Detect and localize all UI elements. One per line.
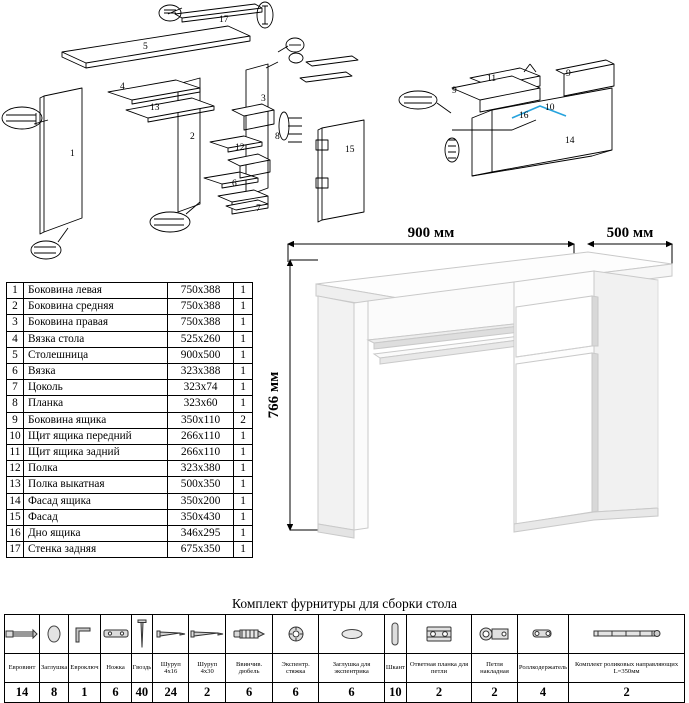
- part-no: 6: [7, 364, 24, 380]
- height-dimension-label: 766 мм: [266, 371, 282, 419]
- callout-5: 5: [143, 42, 148, 52]
- part-name: Боковина ящика: [23, 412, 167, 428]
- part-qty: 1: [234, 493, 253, 509]
- callout-8: 8: [275, 132, 280, 142]
- kit-icon-row: [5, 615, 685, 654]
- table-row: [7, 283, 253, 299]
- eccentric-tie-icon: [273, 615, 319, 654]
- part-size: 346x295: [167, 526, 233, 542]
- part-no: 4: [7, 331, 24, 347]
- part-qty: 1: [234, 315, 253, 331]
- part-qty: 1: [234, 396, 253, 412]
- part-size: 350x430: [167, 509, 233, 525]
- part-name: Планка: [23, 396, 167, 412]
- part-name: Цоколь: [23, 380, 167, 396]
- callout-9b: 9: [452, 86, 457, 96]
- part-no: 2: [7, 299, 24, 315]
- part-size: 323x388: [167, 364, 233, 380]
- part-no: 5: [7, 347, 24, 363]
- part-size: 675x350: [167, 542, 233, 558]
- kit-count: 2: [472, 683, 518, 703]
- kit-count: 14: [5, 683, 40, 703]
- callout-17: 17: [219, 15, 229, 25]
- part-name: Дно ящика: [23, 526, 167, 542]
- table-row: [7, 461, 253, 477]
- kit-count: 6: [100, 683, 131, 703]
- part-qty: 1: [234, 331, 253, 347]
- callout-10: 10: [545, 103, 555, 113]
- part-qty: 2: [234, 412, 253, 428]
- kit-count: 2: [189, 683, 226, 703]
- part-size: 323x74: [167, 380, 233, 396]
- callout-2: 2: [190, 132, 195, 142]
- kit-count: 6: [273, 683, 319, 703]
- table-row: [7, 526, 253, 542]
- cap-icon: [40, 615, 69, 654]
- euro-screw-icon: [5, 615, 40, 654]
- part-name: Фасад: [23, 509, 167, 525]
- part-name: Стенка задняя: [23, 542, 167, 558]
- kit-label: Ввинчив. дюбель: [226, 654, 273, 683]
- part-qty: 1: [234, 461, 253, 477]
- part-qty: 1: [234, 477, 253, 493]
- kit-label: Комплект роликовых направляющих L=350мм: [569, 654, 685, 683]
- part-name: Вязка стола: [23, 331, 167, 347]
- table-row: [7, 364, 253, 380]
- kit-label: Заглушка для экспентрика: [319, 654, 385, 683]
- part-qty: 1: [234, 283, 253, 299]
- part-no: 8: [7, 396, 24, 412]
- callout-13: 13: [150, 103, 160, 113]
- hinge-plate-icon: [406, 615, 471, 654]
- parts-table-body: [7, 283, 253, 558]
- callout-12: 12: [235, 143, 245, 153]
- depth-dimension-label: 500 мм: [606, 225, 654, 241]
- part-name: Полка выкатная: [23, 477, 167, 493]
- table-row: [7, 542, 253, 558]
- part-name: Вязка: [23, 364, 167, 380]
- part-no: 14: [7, 493, 24, 509]
- part-size: 750x388: [167, 299, 233, 315]
- table-row: [7, 299, 253, 315]
- kit-count: 4: [517, 683, 568, 703]
- callout-16: 16: [519, 111, 529, 121]
- part-size: 900x500: [167, 347, 233, 363]
- kit-count: 2: [569, 683, 685, 703]
- part-no: 11: [7, 445, 24, 461]
- kit-label: Заглушка: [40, 654, 69, 683]
- part-size: 350x110: [167, 412, 233, 428]
- nail-icon: [131, 615, 153, 654]
- part-no: 3: [7, 315, 24, 331]
- kit-label: Петля накладная: [472, 654, 518, 683]
- roller-rails-icon: [569, 615, 685, 654]
- kit-count: 2: [406, 683, 471, 703]
- part-name: Щит ящика задний: [23, 445, 167, 461]
- parts-table: [6, 282, 253, 558]
- part-name: Боковина левая: [23, 283, 167, 299]
- width-dimension-label: 900 мм: [407, 225, 455, 241]
- part-size: 323x380: [167, 461, 233, 477]
- kit-label: Гвоздь: [131, 654, 153, 683]
- eccentric-cap-icon: [319, 615, 385, 654]
- screw-4x16-icon: [153, 615, 189, 654]
- kit-count: 1: [69, 683, 100, 703]
- part-no: 17: [7, 542, 24, 558]
- table-row: [7, 445, 253, 461]
- callout-15: 15: [345, 145, 355, 155]
- kit-count: 24: [153, 683, 189, 703]
- table-row: [7, 428, 253, 444]
- callout-1: 1: [70, 149, 75, 159]
- part-qty: 1: [234, 509, 253, 525]
- allen-key-icon: [69, 615, 100, 654]
- part-qty: 1: [234, 445, 253, 461]
- table-row: [7, 347, 253, 363]
- callout-14: 14: [565, 136, 575, 146]
- kit-label: Ответная планка для петли: [406, 654, 471, 683]
- callout-9: 9: [566, 69, 571, 79]
- part-name: Щит ящика передний: [23, 428, 167, 444]
- kit-label: Ножка: [100, 654, 131, 683]
- part-name: Полка: [23, 461, 167, 477]
- table-row: [7, 380, 253, 396]
- table-row: [7, 396, 253, 412]
- part-qty: 1: [234, 526, 253, 542]
- hinge-overlay-icon: [472, 615, 518, 654]
- part-qty: 1: [234, 347, 253, 363]
- part-size: 500x350: [167, 477, 233, 493]
- kit-label: Шуруп 4x30: [189, 654, 226, 683]
- part-qty: 1: [234, 364, 253, 380]
- part-size: 266x110: [167, 445, 233, 461]
- kit-count: 6: [319, 683, 385, 703]
- part-qty: 1: [234, 542, 253, 558]
- part-qty: 1: [234, 428, 253, 444]
- table-row: [7, 509, 253, 525]
- dowel-icon: [384, 615, 406, 654]
- kit-label: Евровинт: [5, 654, 40, 683]
- part-size: 750x388: [167, 283, 233, 299]
- kit-count: 6: [226, 683, 273, 703]
- table-row: [7, 493, 253, 509]
- kit-label: Евроключ: [69, 654, 100, 683]
- kit-label: Шуруп 4x16: [153, 654, 189, 683]
- callout-3: 3: [261, 94, 266, 104]
- table-row: [7, 315, 253, 331]
- callout-4: 4: [120, 82, 125, 92]
- part-qty: 1: [234, 299, 253, 315]
- kit-label-row: [5, 654, 685, 683]
- kit-count: 8: [40, 683, 69, 703]
- product-dimension-drawing: [258, 212, 689, 572]
- part-size: 266x110: [167, 428, 233, 444]
- hardware-kit-table: [4, 614, 685, 703]
- part-no: 13: [7, 477, 24, 493]
- part-no: 7: [7, 380, 24, 396]
- table-row: [7, 412, 253, 428]
- part-no: 10: [7, 428, 24, 444]
- foot-icon: [100, 615, 131, 654]
- part-name: Боковина средняя: [23, 299, 167, 315]
- part-no: 12: [7, 461, 24, 477]
- part-size: 350x200: [167, 493, 233, 509]
- part-no: 16: [7, 526, 24, 542]
- table-row: [7, 477, 253, 493]
- kit-title: Комплект фурнитуры для сборки стола: [232, 596, 457, 611]
- part-size: 525x260: [167, 331, 233, 347]
- part-no: 15: [7, 509, 24, 525]
- part-size: 750x388: [167, 315, 233, 331]
- part-no: 1: [7, 283, 24, 299]
- callout-11: 11: [487, 74, 497, 84]
- part-name: Столешница: [23, 347, 167, 363]
- part-no: 9: [7, 412, 24, 428]
- roller-holder-icon: [517, 615, 568, 654]
- part-qty: 1: [234, 380, 253, 396]
- callout-6: 6: [232, 179, 237, 189]
- screw-4x30-icon: [189, 615, 226, 654]
- part-size: 323x60: [167, 396, 233, 412]
- kit-label: Экспентр. стяжка: [273, 654, 319, 683]
- kit-count: 10: [384, 683, 406, 703]
- kit-label: Шкант: [384, 654, 406, 683]
- kit-count: 40: [131, 683, 153, 703]
- table-row: [7, 331, 253, 347]
- part-name: Фасад ящика: [23, 493, 167, 509]
- kit-label: Роллкодержатель: [517, 654, 568, 683]
- screw-in-dowel-icon: [226, 615, 273, 654]
- callout-7: 7: [256, 204, 261, 214]
- part-name: Боковина правая: [23, 315, 167, 331]
